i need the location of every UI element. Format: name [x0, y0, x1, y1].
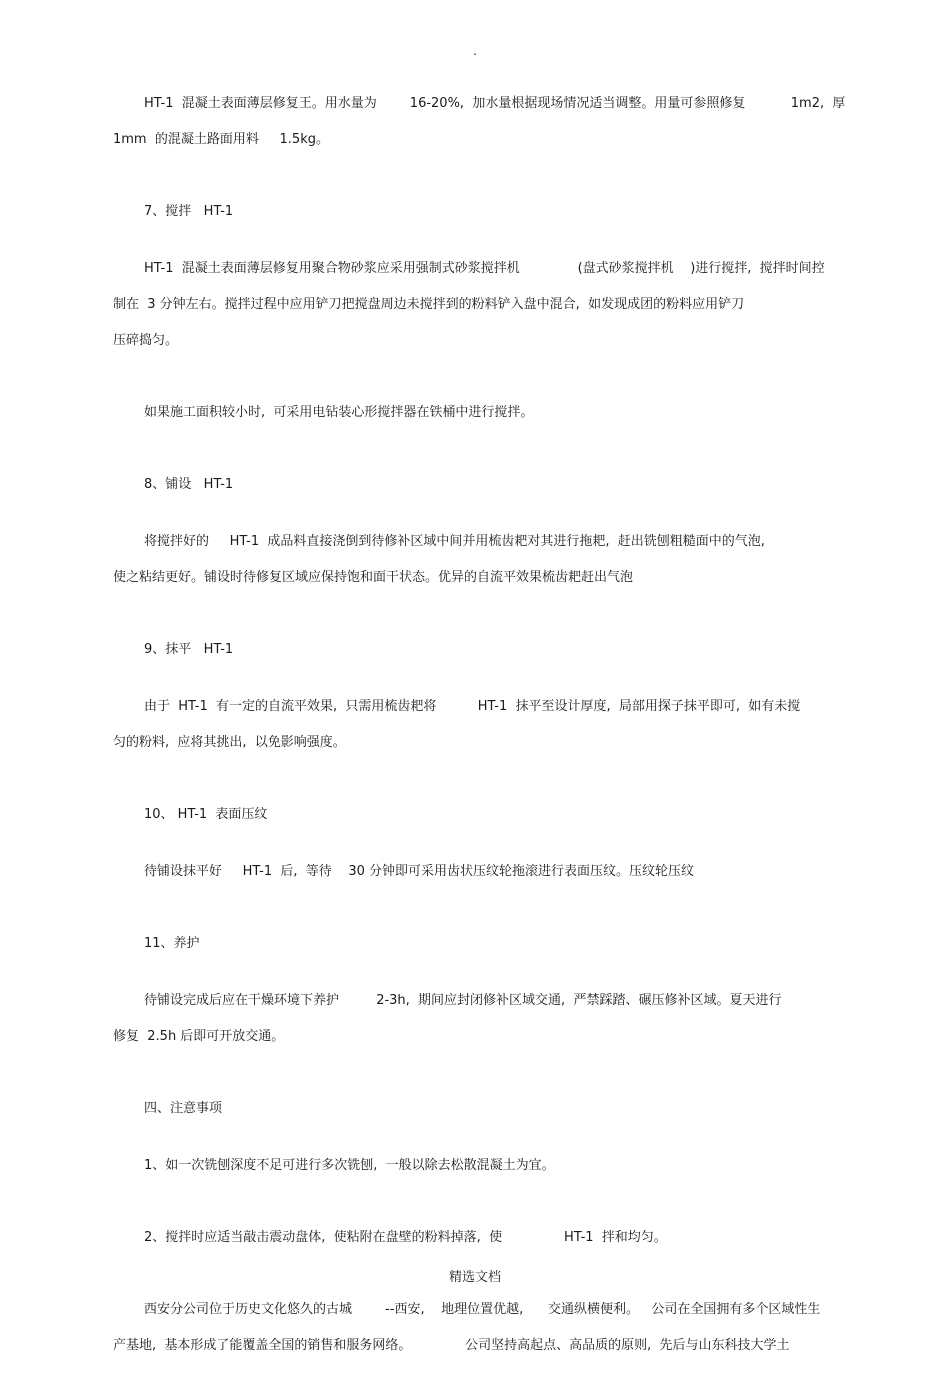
text-line: 使之粘结更好。铺设时待修复区域应保持饱和面干状态。优异的自流平效果梳齿耙赶出气泡: [113, 570, 634, 585]
text-line: 压碎捣匀。: [113, 333, 179, 348]
paragraph: [113, 854, 883, 890]
paragraph: [113, 395, 883, 431]
section-heading: 7、搅拌 HT-1: [144, 204, 234, 219]
section-heading: 四、注意事项: [144, 1101, 223, 1116]
text-line: HT-1 混凝土表面薄层修复用聚合物砂浆应采用强制式砂浆搅拌机 (盘式砂浆搅拌机 )进行搅拌, 搅拌时间控: [144, 261, 825, 276]
section-heading: 8、铺设 HT-1: [144, 477, 234, 492]
paragraph: [113, 1148, 883, 1184]
text-line: 西安分公司位于历史文化悠久的古城 --西安, 地理位置优越, 交通纵横便利。 公司在全国拥有多个区域性生: [144, 1302, 821, 1317]
text-line: 待铺设完成后应在干燥环境下养护 2-3h, 期间应封闭修补区域交通, 严禁踩踏、碾压修补区域。夏天进行: [144, 993, 782, 1008]
text-line: 修复 2.5h 后即可开放交通。: [113, 1029, 285, 1044]
paragraph: [113, 524, 883, 596]
paragraph: [113, 251, 883, 359]
header-mark: .: [473, 44, 477, 58]
section-heading: 10、 HT-1 表面压纹: [144, 807, 268, 822]
text-line: 将搅拌好的 HT-1 成品料直接浇倒到待修补区域中间并用梳齿耙对其进行拖耙, 赶出铣刨粗糙面中的气泡,: [144, 534, 765, 549]
section-heading: 9、抹平 HT-1: [144, 642, 234, 657]
text-line: 1mm 的混凝土路面用料 1.5kg。: [113, 132, 329, 147]
text-line: 由于 HT-1 有一定的自流平效果, 只需用梳齿耙将 HT-1 抹平至设计厚度, 局部用探子抹平即可, 如有未搅: [144, 699, 801, 714]
text-line: 2、搅拌时应适当敲击震动盘体, 使粘附在盘壁的粉料掉落, 使 HT-1 拌和均匀。: [144, 1230, 667, 1245]
section-heading: 11、养护: [144, 936, 200, 951]
text-line: 制在 3 分钟左右。搅拌过程中应用铲刀把搅盘周边未搅拌到的粉料铲入盘中混合, 如发现成团的粉料应用铲刀: [113, 297, 745, 312]
page-footer: 精选文档: [448, 1270, 501, 1285]
text-line: 产基地, 基本形成了能覆盖全国的销售和服务网络。 公司坚持高起点、高品质的原则, 先后与山东科技大学土: [113, 1338, 790, 1353]
paragraph: [113, 983, 883, 1055]
paragraph: [113, 1292, 883, 1364]
document-body: [113, 86, 883, 1400]
text-line: 1、如一次铣刨深度不足可进行多次铣刨, 一般以除去松散混凝土为宜。: [144, 1158, 555, 1173]
paragraph: [113, 1220, 883, 1256]
text-line: 如果施工面积较小时, 可采用电钻装心形搅拌器在铁桶中进行搅拌。: [144, 405, 534, 420]
paragraph: [113, 86, 883, 158]
paragraph: [113, 689, 883, 761]
text-line: 待铺设抹平好 HT-1 后, 等待 30 分钟即可采用齿状压纹轮拖滚进行表面压纹。压纹轮压纹: [144, 864, 695, 879]
text-line: HT-1 混凝土表面薄层修复王。用水量为 16-20%, 加水量根据现场情况适当调整。用量可参照修复 1m2, 厚: [144, 96, 846, 111]
text-line: 匀的粉料, 应将其挑出, 以免影响强度。: [113, 735, 346, 750]
